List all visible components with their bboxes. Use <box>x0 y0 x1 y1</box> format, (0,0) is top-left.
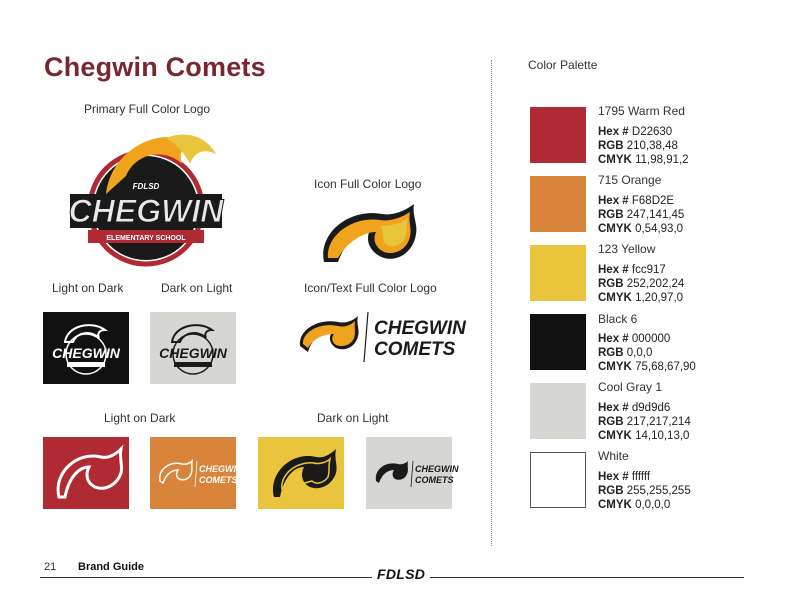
tile-wordmark: CHEGWIN <box>159 345 227 361</box>
color-swatch <box>530 245 586 301</box>
color-hex: Hex # fcc917 <box>598 264 666 276</box>
icon-text-logo-caption: Icon/Text Full Color Logo <box>304 281 437 295</box>
color-rgb: RGB 0,0,0 <box>598 347 653 359</box>
section-title: Brand Guide <box>78 561 145 573</box>
tile-text-line1: CHEGWIN <box>415 464 459 474</box>
primary-logo-fdlsd: FDLSD <box>132 182 160 191</box>
tile-text-line2: COMETS <box>415 475 454 485</box>
tile-text-line2: COMETS <box>199 475 238 485</box>
footer-logo: FDLSD <box>372 566 430 582</box>
color-name: White <box>598 449 629 463</box>
logo-dark-on-light-tile <box>150 312 236 384</box>
dark-on-light-caption-2: Dark on Light <box>317 411 389 425</box>
tile-wordmark: CHEGWIN <box>52 345 120 361</box>
color-cmyk: CMYK 11,98,91,2 <box>598 154 689 166</box>
color-name: Black 6 <box>598 312 638 326</box>
color-name: Cool Gray 1 <box>598 380 663 394</box>
primary-logo-caption: Primary Full Color Logo <box>84 102 211 116</box>
color-name: 1795 Warm Red <box>598 104 685 118</box>
logo-light-on-dark-tile <box>43 312 129 384</box>
color-swatch <box>530 383 586 439</box>
page-number: 21 <box>44 561 57 573</box>
color-rgb: RGB 252,202,24 <box>598 278 685 290</box>
color-hex: Hex # D22630 <box>598 126 673 138</box>
color-hex: Hex # F68D2E <box>598 195 675 207</box>
icon-text-on-gray-tile <box>366 437 459 509</box>
primary-logo-banner: ELEMENTARY SCHOOL <box>106 235 186 242</box>
color-cmyk: CMYK 0,54,93,0 <box>598 223 684 235</box>
color-hex: Hex # 000000 <box>598 333 671 345</box>
color-cmyk: CMYK 1,20,97,0 <box>598 292 684 304</box>
color-rgb: RGB 255,255,255 <box>598 485 691 497</box>
icon-on-red-tile <box>43 437 129 509</box>
icon-text-on-orange-tile <box>150 437 243 509</box>
color-swatch <box>530 107 586 163</box>
light-on-dark-caption-2: Light on Dark <box>104 411 176 425</box>
color-rgb: RGB 247,141,45 <box>598 209 685 221</box>
light-on-dark-caption-1: Light on Dark <box>52 281 124 295</box>
icon-on-yellow-tile <box>258 437 344 509</box>
color-swatch <box>530 176 586 232</box>
color-hex: Hex # ffffff <box>598 471 651 483</box>
color-swatch <box>530 452 586 508</box>
tile-text-line1: CHEGWIN <box>199 464 243 474</box>
color-name: 123 Yellow <box>598 242 656 256</box>
primary-logo-wordmark: CHEGWIN <box>68 193 224 229</box>
color-cmyk: CMYK 14,10,13,0 <box>598 430 690 442</box>
icon-text-logo <box>298 308 466 364</box>
icon-logo-caption: Icon Full Color Logo <box>314 177 422 191</box>
icon-logo <box>318 204 424 268</box>
text-logo-line2: COMETS <box>374 339 456 360</box>
color-swatch <box>530 314 586 370</box>
color-hex: Hex # d9d9d6 <box>598 402 671 414</box>
color-name: 715 Orange <box>598 173 662 187</box>
color-rgb: RGB 210,38,48 <box>598 140 678 152</box>
dark-on-light-caption-1: Dark on Light <box>161 281 233 295</box>
color-cmyk: CMYK 0,0,0,0 <box>598 499 671 511</box>
palette-title: Color Palette <box>528 58 598 72</box>
column-divider <box>491 60 492 546</box>
color-cmyk: CMYK 75,68,67,90 <box>598 361 696 373</box>
text-logo-line1: CHEGWIN <box>374 318 466 339</box>
page-title: Chegwin Comets <box>44 52 266 82</box>
primary-logo <box>66 124 232 264</box>
color-rgb: RGB 217,217,214 <box>598 416 691 428</box>
